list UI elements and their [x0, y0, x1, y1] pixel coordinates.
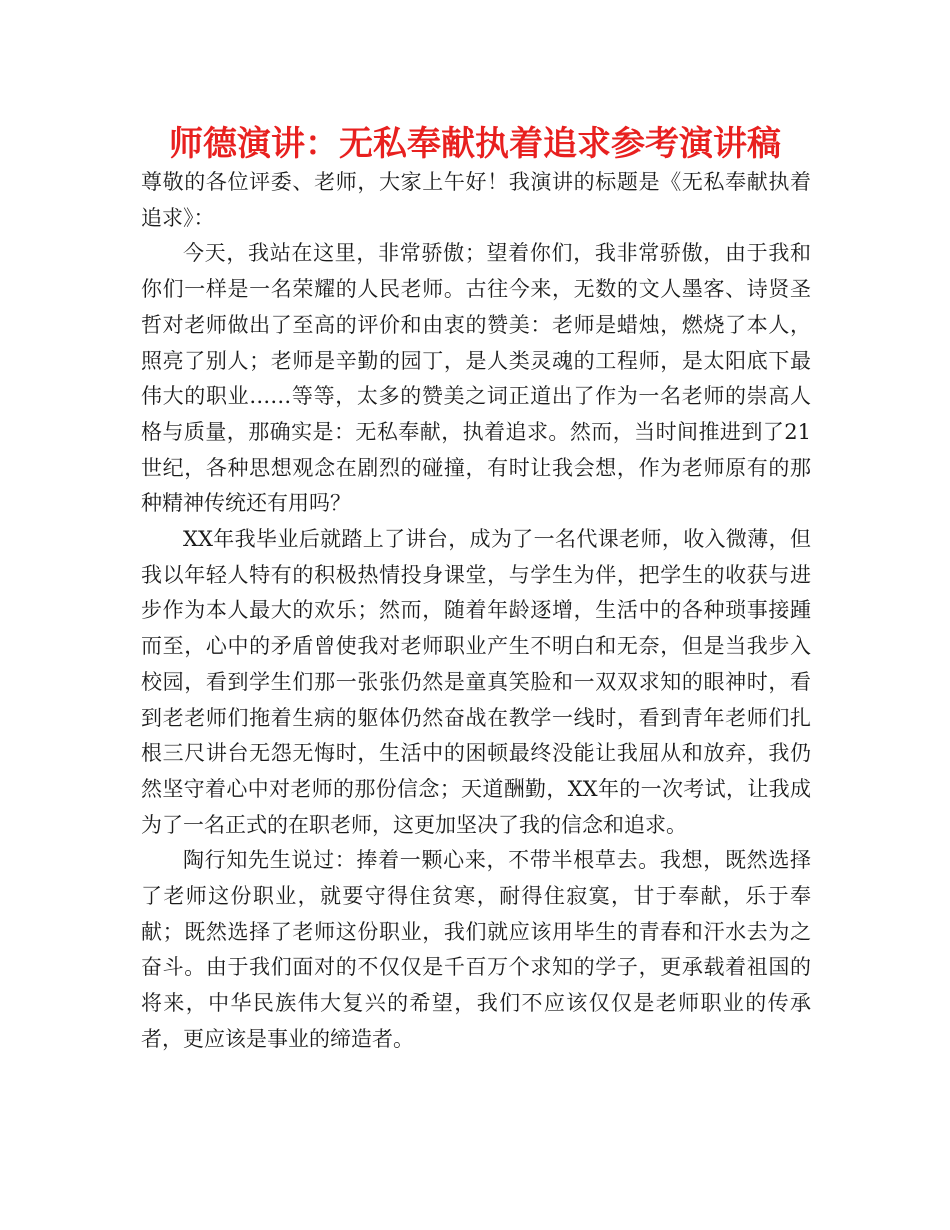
paragraph-2: XX年我毕业后就踏上了讲台，成为了一名代课老师，收入微薄，但我以年轻人特有的积极热情投身课堂，与学生为伴，把学生的收获与进步作为本人最大的欢乐；然而，随着年龄逐增，生活中的各种琐事接踵而至，心中的矛盾曾使我对老师职业产生不明白和无奈，但是当我步入校园，看到学生们那一张张仍然是童真笑脸和一双双求知的眼神时，看到老老师们拖着生病的躯体仍然奋战在教学一线时，看到青年老师们扎根三尺讲台无怨无悔时，生活中的困顿最终没能让我屈从和放弃，我仍然坚守着心中对老师的那份信念；天道酬勤，XX年的一次考试，让我成为了一名正式的在职老师，这更加坚决了我的信念和追求。 [141, 527, 811, 837]
paragraph-greeting: 尊敬的各位评委、老师，大家上午好！我演讲的标题是《无私奉献执着追求》： [141, 170, 811, 230]
paragraph-3: 陶行知先生说过：捧着一颗心来，不带半根草去。我想，既然选择了老师这份职业，就要守得住贫寒，耐得住寂寞，甘于奉献，乐于奉献；既然选择了老师这份职业，我们就应该用毕生的青春和汗水去为之奋斗。由于我们面对的不仅仅是千百万个求知的学子，更承载着祖国的将来，中华民族伟大复兴的希望，我们不应该仅仅是老师职业的传承者，更应该是事业的缔造者。 [141, 848, 811, 1051]
document-title: 师德演讲：无私奉献执着追求参考演讲稿 [169, 124, 781, 164]
paragraph-1: 今天，我站在这里，非常骄傲；望着你们，我非常骄傲，由于我和你们一样是一名荣耀的人民老师。古往今来，无数的文人墨客、诗贤圣哲对老师做出了至高的评价和由衷的赞美：老师是蜡烛，燃烧了本人，照亮了别人；老师是辛勤的园丁，是人类灵魂的工程师，是太阳底下最伟大的职业……等等，太多的赞美之词正道出了作为一名老师的崇高人格与质量，那确实是：无私奉献，执着追求。然而，当时间推进到了21世纪，各种思想观念在剧烈的碰撞，有时让我会想，作为老师原有的那种精神传统还有用吗？ [141, 241, 811, 516]
document-body [141, 165, 811, 1058]
